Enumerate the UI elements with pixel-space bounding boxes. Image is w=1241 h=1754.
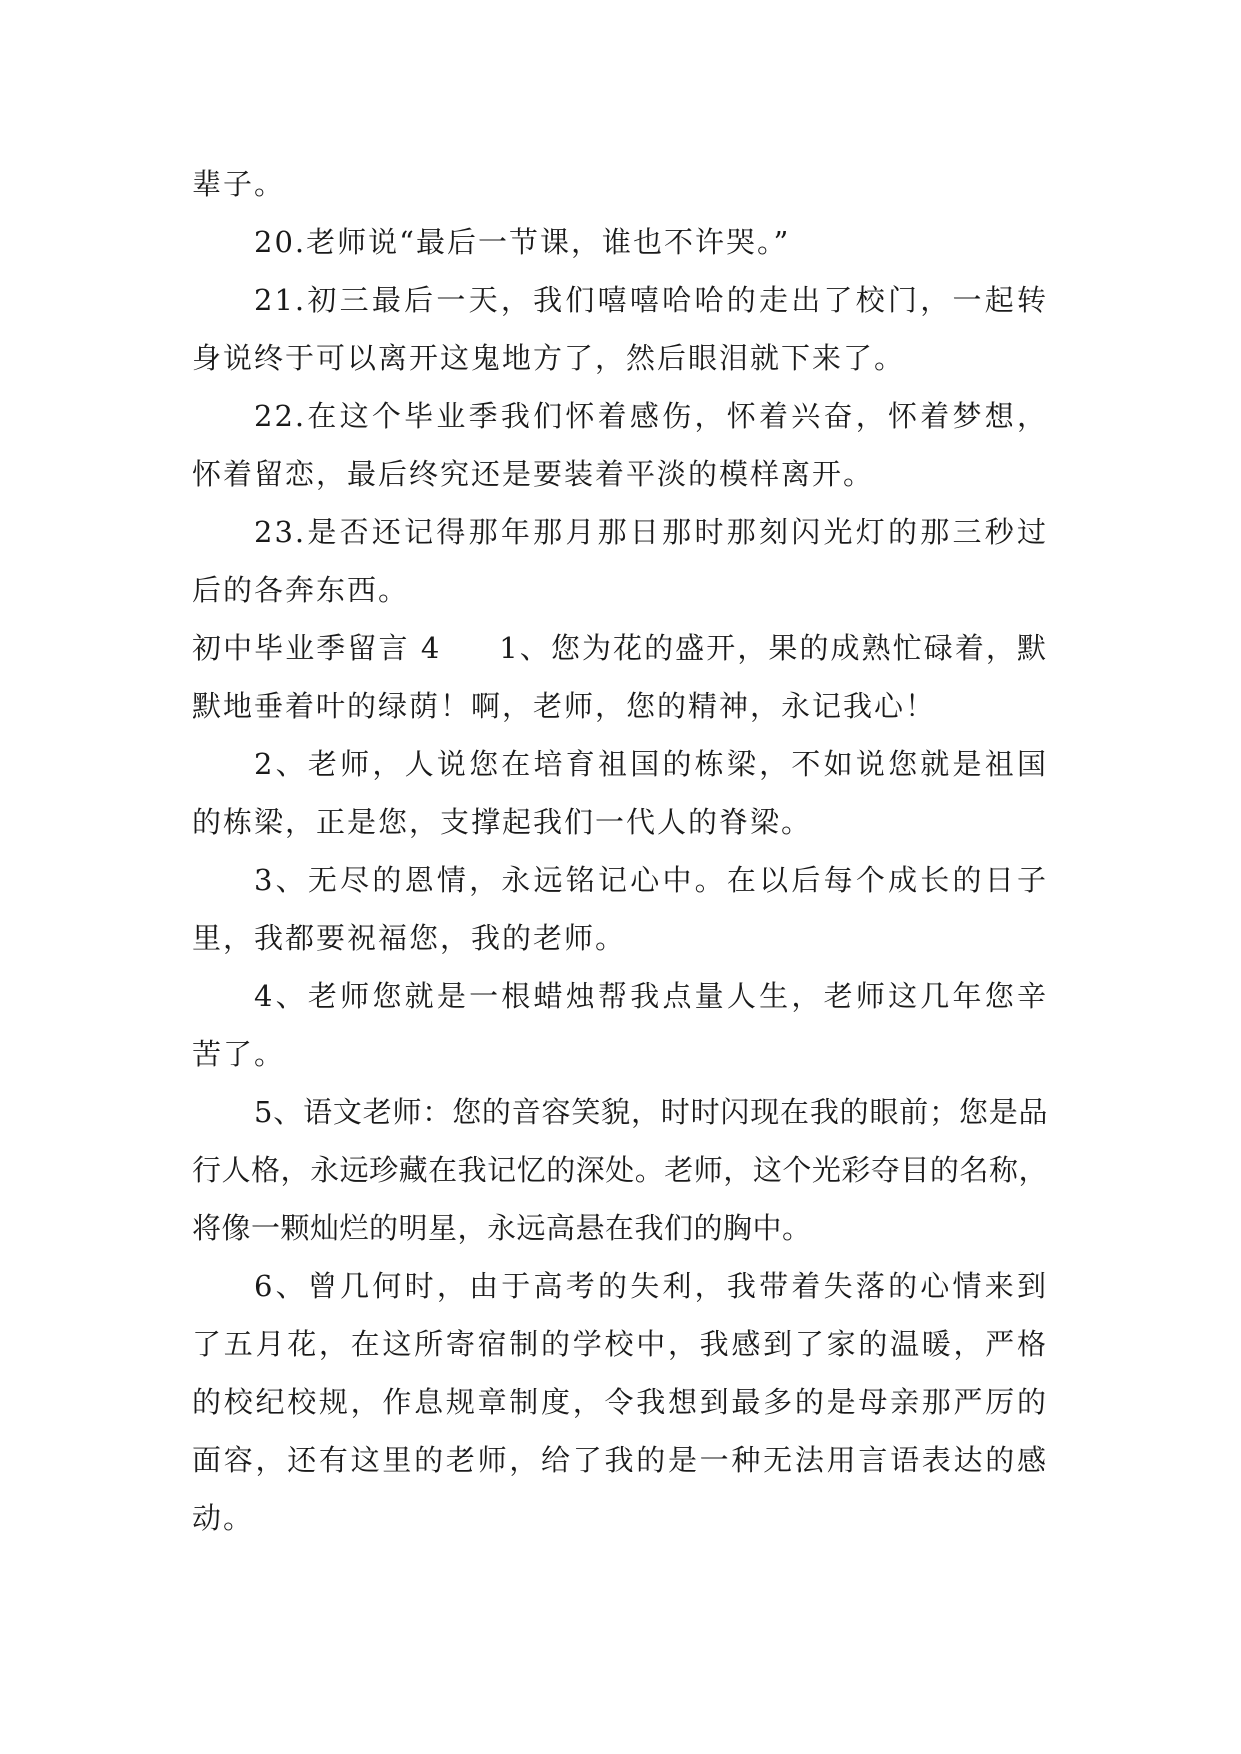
paragraph-item-23: 23.是否还记得那年那月那日那时那刻闪光灯的那三秒过后的各奔东西。 xyxy=(192,515,1048,607)
paragraph-item-22: 22.在这个毕业季我们怀着感伤，怀着兴奋，怀着梦想，怀着留恋，最后终究还是要装着平淡的模样离开。 xyxy=(192,399,1048,491)
list-item-4: 4、老师您就是一根蜡烛帮我点量人生，老师这几年您辛苦了。 xyxy=(192,979,1048,1071)
paragraph-item-21: 21.初三最后一天，我们嘻嘻哈哈的走出了校门，一起转身说终于可以离开这鬼地方了，然后眼泪就下来了。 xyxy=(192,283,1048,375)
paragraph-item-20: 20.老师说“最后一节课，谁也不许哭。” xyxy=(254,225,791,259)
document-body xyxy=(192,155,1048,1547)
section-paragraph xyxy=(192,619,1048,735)
paragraph-continuation: 辈子。 xyxy=(192,167,286,201)
list-item-5: 5、语文老师：您的音容笑貌，时时闪现在我的眼前；您是品行人格，永远珍藏在我记忆的深处。老师，这个光彩夺目的名称，将像一颗灿烂的明星，永远高悬在我们的胸中。 xyxy=(192,1095,1048,1245)
list-item-6: 6、曾几何时，由于高考的失利，我带着失落的心情来到了五月花，在这所寄宿制的学校中，我感到了家的温暖，严格的校纪校规，作息规章制度，令我想到最多的是母亲那严厉的面容，还有这里的老师，给了我的是一种无法用言语表达的感动。 xyxy=(192,1269,1048,1535)
section-heading: 初中毕业季留言 4 xyxy=(192,631,442,665)
list-item-3: 3、无尽的恩情，永远铭记心中。在以后每个成长的日子里，我都要祝福您，我的老师。 xyxy=(192,863,1048,955)
list-item-2: 2、老师，人说您在培育祖国的栋梁，不如说您就是祖国的栋梁，正是您，支撑起我们一代人的脊梁。 xyxy=(192,747,1048,839)
section-first-item: 1、您为花的盛开，果的成熟忙碌着，默默地垂着叶的绿荫！啊，老师，您的精神，永记我心！ xyxy=(192,631,1049,723)
